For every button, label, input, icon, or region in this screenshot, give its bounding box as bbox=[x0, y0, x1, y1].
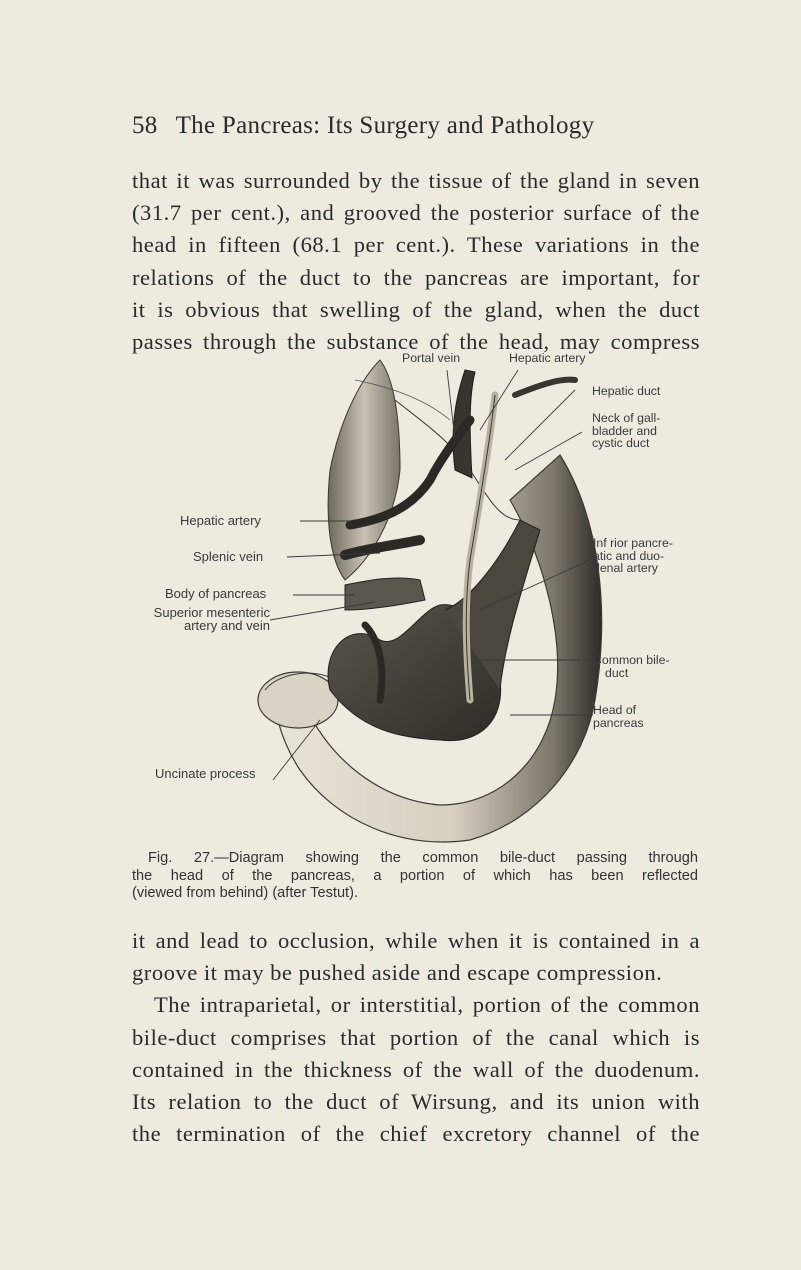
label-inferior-pancreatic bbox=[593, 537, 673, 575]
label-superior-mesenteric bbox=[148, 607, 270, 632]
text-line: groove it may be pushed aside and escape compression. bbox=[132, 960, 663, 986]
caption-line: (viewed from behind) (after Testut). bbox=[132, 885, 359, 901]
text-line: The intraparietal, or interstitial, portion of the common bbox=[154, 992, 700, 1018]
label-line: denal artery bbox=[593, 561, 658, 575]
label-neck-gallbladder bbox=[592, 412, 660, 450]
caption-line: the head of the pancreas, a portion of which has been reflected bbox=[132, 867, 698, 884]
label-line: Superior mesenteric bbox=[153, 605, 270, 620]
page-number: 58 bbox=[132, 112, 158, 139]
label-line: Neck of gall- bbox=[592, 411, 661, 425]
label-line: Common bile- bbox=[593, 653, 670, 667]
text-line: passes through the substance of the head, may compress bbox=[132, 329, 700, 355]
text-line: that it was surrounded by the tissue of the gland in seven bbox=[132, 168, 700, 193]
label-hepatic-duct: Hepatic duct bbox=[592, 384, 661, 398]
label-hepatic-artery-left: Hepatic artery bbox=[180, 513, 261, 528]
text-line: contained in the thickness of the wall of the duodenum. bbox=[132, 1056, 700, 1082]
text-line: the termination of the chief excretory channel of the bbox=[132, 1121, 700, 1147]
text-line: relations of the duct to the pancreas are important, for bbox=[132, 264, 700, 290]
label-line: atic and duo- bbox=[593, 548, 665, 563]
text-line: it and lead to occlusion, while when it is contained in a bbox=[132, 928, 700, 953]
text-line: it is obvious that swelling of the gland, when the duct bbox=[132, 296, 700, 322]
label-line: duct bbox=[605, 665, 629, 680]
label-uncinate-process: Uncinate process bbox=[155, 766, 256, 781]
label-line: Inf rior pancre- bbox=[593, 536, 673, 550]
label-splenic-vein: Splenic vein bbox=[193, 549, 264, 564]
label-common-bile-duct bbox=[593, 654, 670, 679]
paragraph-bottom bbox=[132, 925, 700, 1150]
text-line: bile-duct comprises that portion of the canal which is bbox=[132, 1024, 700, 1050]
label-body-of-pancreas: Body of pancreas bbox=[165, 586, 267, 601]
duodenum-opening bbox=[258, 672, 338, 728]
label-line: Head of bbox=[593, 703, 637, 717]
text-line: Its relation to the duct of Wirsung, and its union with bbox=[132, 1089, 700, 1115]
label-line: pancreas bbox=[593, 715, 644, 730]
figure-caption bbox=[132, 850, 698, 903]
label-hepatic-artery-top: Hepatic artery bbox=[509, 351, 586, 365]
text-line: head in fifteen (68.1 per cent.). These variations in the bbox=[132, 232, 700, 258]
label-head-of-pancreas bbox=[593, 704, 644, 729]
label-line: artery and vein bbox=[184, 617, 270, 633]
running-title: The Pancreas: Its Surgery and Pathology bbox=[175, 112, 595, 139]
label-line: bladder and bbox=[592, 423, 657, 438]
label-line: cystic duct bbox=[592, 436, 650, 450]
label-portal-vein: Portal vein bbox=[402, 351, 461, 365]
text-line: (31.7 per cent.), and grooved the posterior surface of the bbox=[132, 200, 700, 226]
caption-line: Fig. 27.—Diagram showing the common bile-duct passing through bbox=[148, 850, 698, 866]
